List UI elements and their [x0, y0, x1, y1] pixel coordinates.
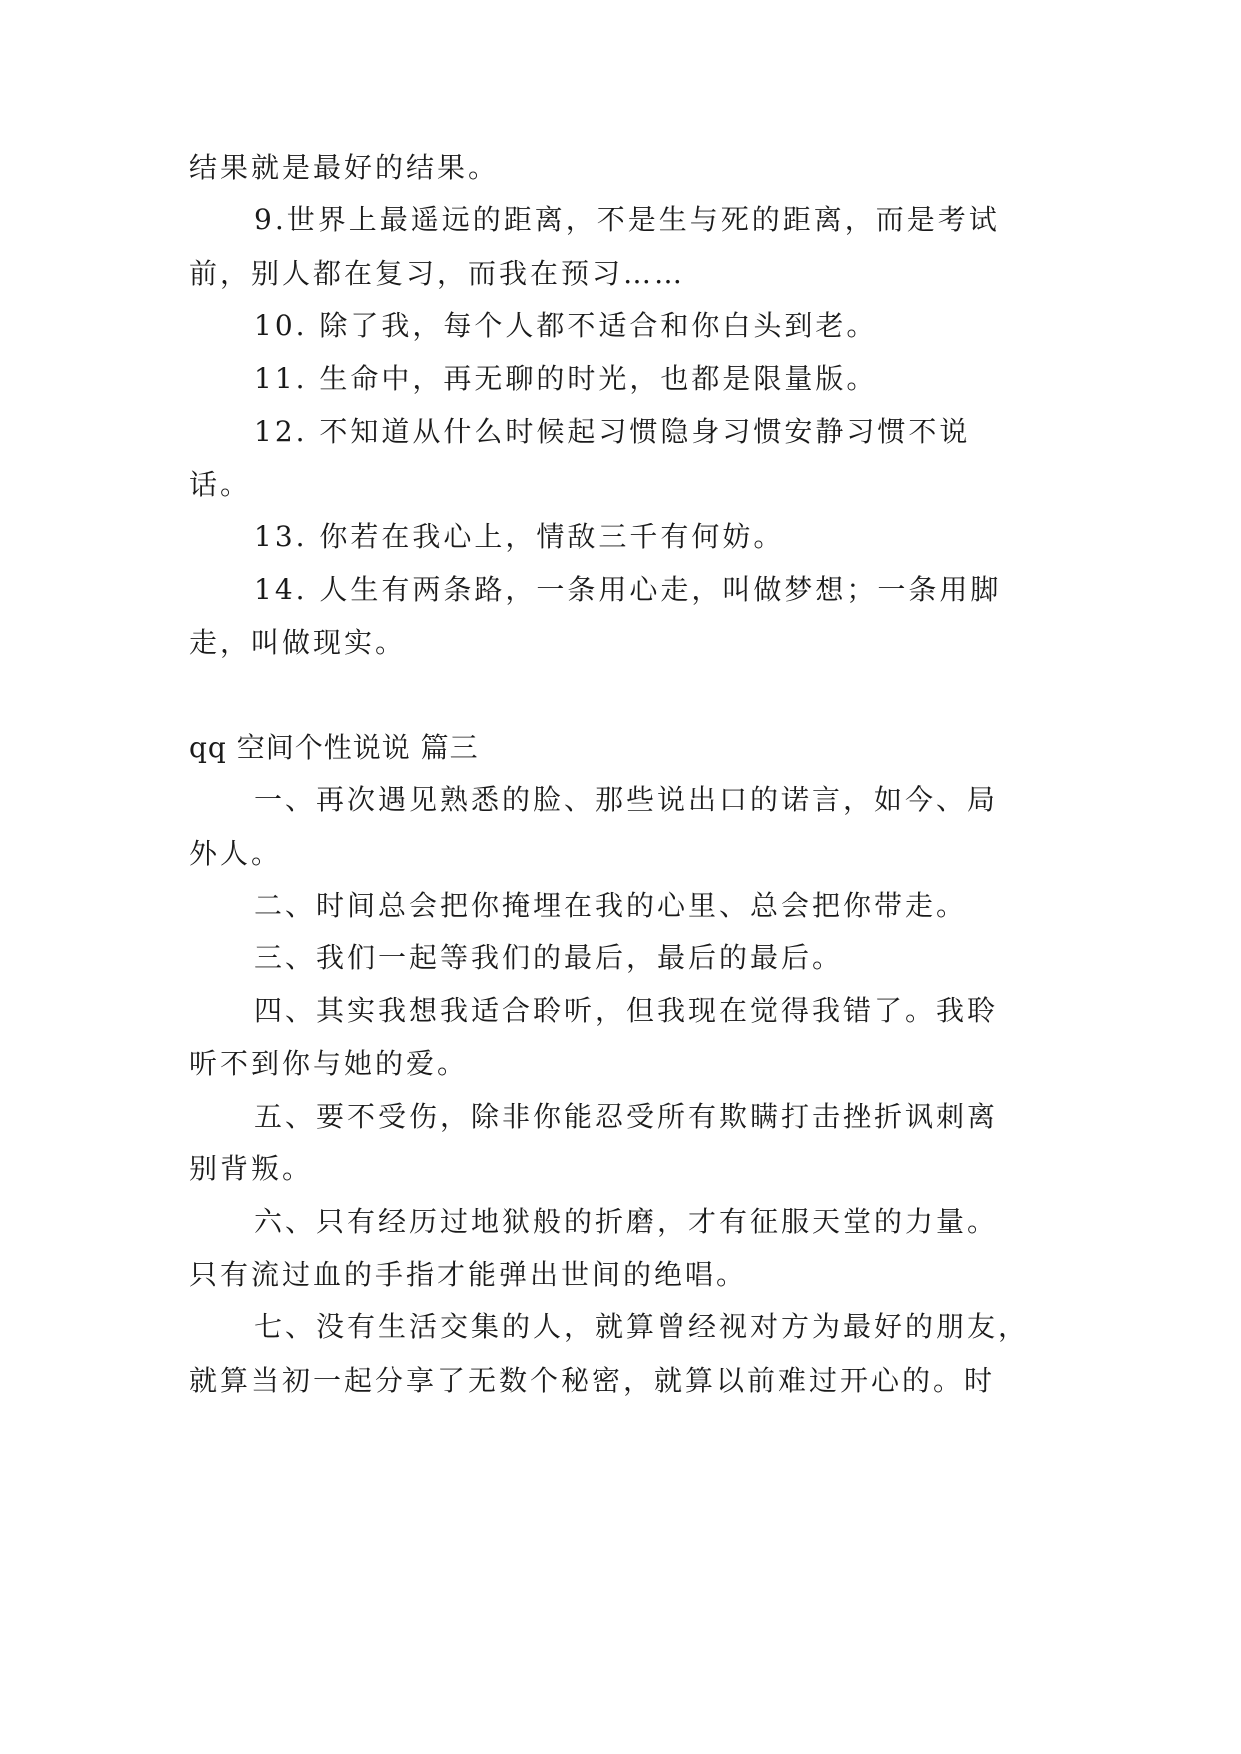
- text-line: 四、其实我想我适合聆听，但我现在觉得我错了。我聆: [254, 994, 999, 1027]
- text-line: 别背叛。: [189, 1152, 314, 1185]
- text-line: 六、只有经历过地狱般的折磨，才有征服天堂的力量。: [254, 1205, 999, 1238]
- text-line: 前，别人都在复习，而我在预习……: [189, 257, 686, 290]
- text-line: 二、时间总会把你掩埋在我的心里、总会把你带走。: [254, 889, 968, 922]
- text-line: 听不到你与她的爱。: [189, 1047, 469, 1080]
- text-line: 七、没有生活交集的人，就算曾经视对方为最好的朋友，: [254, 1310, 1030, 1343]
- section-heading: qq 空间个性说说 篇三: [189, 731, 479, 764]
- text-line: 走，叫做现实。: [189, 626, 407, 659]
- text-line: 五、要不受伤，除非你能忍受所有欺瞒打击挫折讽刺离: [254, 1100, 999, 1133]
- text-line: 10. 除了我，每个人都不适合和你白头到老。: [254, 309, 878, 342]
- text-line: 只有流过血的手指才能弹出世间的绝唱。: [189, 1258, 748, 1291]
- text-line: 14. 人生有两条路，一条用心走，叫做梦想；一条用脚: [254, 573, 1002, 606]
- text-line: 11. 生命中，再无聊的时光，也都是限量版。: [254, 362, 878, 395]
- text-line: 三、我们一起等我们的最后，最后的最后。: [254, 941, 844, 974]
- text-line: 13. 你若在我心上，情敌三千有何妨。: [254, 520, 785, 553]
- text-line: 外人。: [189, 837, 283, 870]
- text-line: 结果就是最好的结果。: [189, 151, 500, 184]
- text-line: 12. 不知道从什么时候起习惯隐身习惯安静习惯不说: [254, 415, 971, 448]
- text-line: 话。: [189, 468, 252, 501]
- text-line: 9.世界上最遥远的距离，不是生与死的距离，而是考试: [254, 203, 1000, 236]
- text-line: 一、再次遇见熟悉的脸、那些说出口的诺言，如今、局: [254, 783, 999, 816]
- text-line: 就算当初一起分享了无数个秘密，就算以前难过开心的。时: [189, 1364, 996, 1397]
